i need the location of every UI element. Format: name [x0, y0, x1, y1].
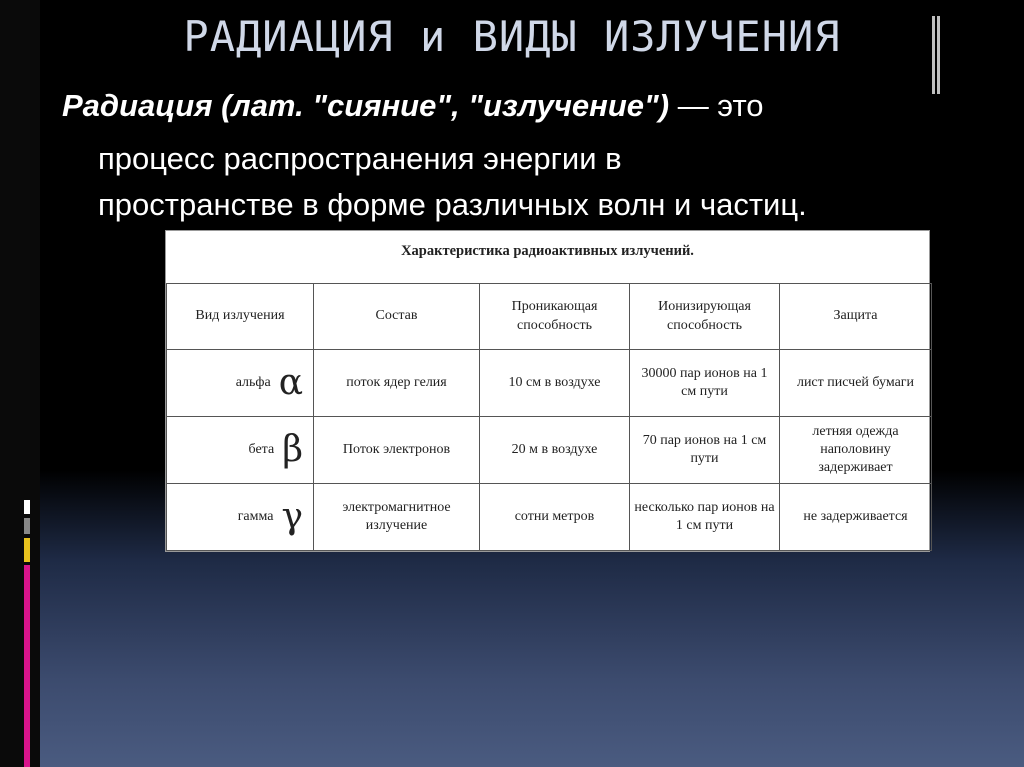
definition-line-2: процесс распространения энергии в [98, 140, 622, 176]
header-ionization: Ионизирующая способность [630, 284, 780, 350]
composition-cell: Поток электронов [314, 417, 480, 484]
definition-term: Радиация (лат. "сияние", "излучение") [62, 88, 670, 123]
radiation-type-cell [167, 350, 314, 417]
protection-cell: не задерживается [780, 484, 932, 551]
table-row [167, 484, 932, 551]
definition-dash: — это [669, 88, 764, 123]
accent-bar-gray [24, 518, 30, 534]
composition-cell: поток ядер гелия [314, 350, 480, 417]
table-caption: Характеристика радиоактивных излучений. [401, 243, 694, 259]
header-composition: Состав [314, 284, 480, 350]
radiation-table-image [165, 230, 930, 552]
definition-line-3: пространстве в форме различных волн и частиц. [98, 187, 807, 223]
ionization-cell: несколько пар ионов на 1 см пути [630, 484, 780, 551]
accent-bar-white [24, 500, 30, 514]
left-strip [0, 0, 40, 767]
penetration-cell: 20 м в воздухе [480, 417, 630, 484]
radiation-type-cell [167, 417, 314, 484]
table-header-row [167, 284, 932, 350]
radiation-name: гамма [237, 508, 274, 524]
header-penetration: Проникающая способность [480, 284, 630, 350]
header-protection: Защита [780, 284, 932, 350]
protection-cell: лист писчей бумаги [780, 350, 932, 417]
table-row [167, 417, 932, 484]
radiation-name: альфа [235, 374, 271, 390]
penetration-cell: сотни метров [480, 484, 630, 551]
composition-cell: электромагнитное излучение [314, 484, 480, 551]
beta-symbol: β [282, 429, 303, 470]
radiation-type-cell [167, 484, 314, 551]
header-type: Вид излучения [167, 284, 314, 350]
table-row [167, 350, 932, 417]
accent-bar-pink [24, 565, 30, 767]
definition-text [62, 80, 1007, 232]
accent-bar-yellow [24, 538, 30, 562]
alpha-symbol: α [278, 362, 303, 403]
ionization-cell: 70 пар ионов на 1 см пути [630, 417, 780, 484]
ionization-cell: 30000 пар ионов на 1 см пути [630, 350, 780, 417]
gamma-symbol: γ [281, 496, 303, 537]
radiation-table [166, 283, 932, 551]
protection-cell: летняя одежда наполовину задерживает [780, 417, 932, 484]
penetration-cell: 10 см в воздухе [480, 350, 630, 417]
radiation-name: бета [248, 441, 275, 457]
slide-title: РАДИАЦИЯ и ВИДЫ ИЗЛУЧЕНИЯ [183, 12, 841, 61]
